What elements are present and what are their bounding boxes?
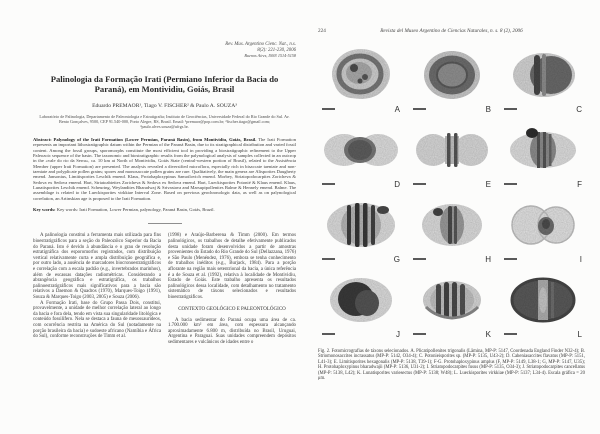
specimen-A [318, 48, 404, 114]
specimen-letter: D [394, 179, 400, 189]
figure-caption: Fig. 2. Fotomicrografias de táxons selecionados. A. Plicatipollenites trigonalis (Lâmina, MP-P: 5147, Coordenada England Finder N32-4); B. Striomonosaccites incrassatus (MP-P: 5142, O34-4); C. Potonieisporites sp. (MP-P: 5135, U43-2); D. Caheniasaccites flavatus (MP-P: 5151, L41-3); E. Limitisporites hexagonalis (MP-P: 5138, T39-1); F-G. Protohaploxypinus amplus (F, MP-P: 5149, L38-1; G, MP-P: 5147, U35); H. Protohaploxypinus bharadwajii (MP-P: 5136, U31-2); I. Striatopodocarpites fusus (MP-P: 5135, O34-3); J. Striatopodocarpites cancellatus (MP-P: 5138, L42); K. Lunatisporites variesectus (MP-P: 5138; W48); L. Lueckisporites virkkiae (MP-P: 5137; L34-4). Escala gráfica = 20 μm. [318, 349, 585, 382]
specimen-C [500, 48, 586, 114]
specimen-letter: A [394, 104, 400, 114]
figure-footer [318, 329, 404, 339]
scale-bar [413, 183, 426, 185]
abstract-heading: Abstract: Palynology of the Irati Formation (Lower Permian, Paraná Basin), from Montividiu, Goiás, Brasil. [33, 136, 257, 142]
scale-bar [322, 108, 335, 110]
specimen-letter: J [396, 329, 400, 339]
running-title: Revista del Museo Argentino de Ciencias Naturales, n. s. 8 (2), 2006 [380, 28, 523, 34]
specimen-letter: C [576, 104, 582, 114]
journal-ref-issn: Buenos Aires, ISSN 1514-5158 [244, 53, 296, 59]
scale-bar [322, 333, 335, 335]
photomicrograph-image [501, 273, 585, 329]
abstract-body: The Irati Formation represents an important lithostratigraphic datum within the Permian of the Paraná Basin, due to its stratigraphical distribution and varied fossil content. Among the fossil groups, sporomorphs constitute the most efficient tool in providing a biostratigraphic refinement to the Upper Paleozoic sequence of the basin. The taxonomic and biostratigraphic results from the palynological analysis of samples collected in an outcrop in the «vale do rio da Serra», ca. 10 km at North of Montividiu, Goiás State (central-western portion of Brasil), related to the Assistência Member (upper Irati Formation) are presented. The analysis revealed a diversified microflora, especially rich in bisaccate taeniate and non-taeniate and polyplicate pollen grains; spores and monosaccate pollen grains are rare. Qualitatively, the main genera are Alisporites Daugherty emend. Jansonius, Limitisporites Leschik emend. Klaus, Protohaploxypinus Samoilovich emend. Morbey, Striatopodocarpites Zoricheva & Sedova ex Sedova emend. Hart, Striatoabieites Zoricheva & Sedova ex Sedova emend. Hart, Lueckisporites Potonié & Klaus emend. Klaus, Lunatisporites Leschik emend. Scheuring, Weylandites Bharadwaj & Srivastava and Marsupipollenites Balme & Hennely emend. Balme. The assemblage is related to the Lueckisporites virkkiae Interval Zone. Based on previous geochronologic data, as well as on palynological correlation, an Artinskian age is proposed to the Irati Formation. [33, 136, 296, 201]
keywords-line [33, 207, 296, 212]
figure-footer [409, 329, 495, 339]
journal-ref-line1: Rev. Mus. Argentino Cienc. Nat., n.s. [225, 42, 296, 47]
figure-footer [409, 254, 495, 264]
body-column-right [168, 233, 296, 345]
page-right [300, 0, 600, 434]
photomicrograph-image [410, 273, 494, 329]
body-columns [33, 233, 296, 345]
body-paragraph: A bacia sedimentar do Paraná ocupa uma área de ca. 1.700.000 km² em área, com espessura alcançando aproximadamente 6.800 m, distribuída no Brasil, Uruguai, Argentina e Paraguai. Suas unidades compreendem depósitos sedimentares e vulcânicos de idades entre o [168, 317, 296, 345]
specimen-letter: G [393, 254, 400, 264]
photomicrograph-image [501, 123, 585, 179]
specimen-J [318, 273, 404, 339]
scale-bar [413, 333, 426, 335]
specimen-H [409, 198, 495, 264]
section-divider-rule [148, 223, 182, 224]
specimen-letter: E [485, 179, 491, 189]
specimen-D [318, 123, 404, 189]
figure-footer [500, 329, 586, 339]
article-title: Palinologia da Formação Irati (Permiano Inferior da Bacia do Paraná), em Montividiu, Goiás, Brasil [50, 74, 279, 94]
specimen-E [409, 123, 495, 189]
body-column-left [33, 233, 161, 345]
section-heading: CONTEXTO GEOLÓGICO E PALEONTOLÓGICO [178, 306, 286, 312]
specimen-K [409, 273, 495, 339]
journal-reference-block [33, 42, 296, 59]
specimen-letter: L [577, 329, 582, 339]
photomicrograph-image [501, 198, 585, 254]
body-paragraph: A palinologia constitui a ferramenta mais utilizada para fins bioestratigráficos para a seção do Paleozóico Superior da Bacia do Paraná. Isto é devido à abundância e o grau de resolução estratigráfica dos esporomorfos registrados, com distribuição vertical relativamente curta e ampla distribuição geográfica e, por outro lado, a ausência de marcadores biocronoestratigráficos e correlação com a escala padrão (e.g., invertebrados marinhos), além de escassas datações radiométricas. Considerando a abrangência geográfica e estratigráfica, os trabalhos palinoestratigráficos mais significativos para a bacia são relativos a Daemon & Quadros (1970), Marques-Toigo (1991), Souza & Marques-Toigo (2003, 2005) e Souza (2006). [33, 233, 161, 300]
photomicrograph-image [410, 123, 494, 179]
scale-bar [413, 258, 426, 260]
specimen-letter: B [485, 104, 491, 114]
affiliation-block: Laboratório de Palinologia, Departamento de Paleontologia e Estratigrafia; Instituto de Geociências, Universidade Federal do Rio Grande do Sul. Av. Bento Gonçalves, 9500, CEP 91.540-000, Porto Alegre, RS, Brasil. Email: ¹premaor@pop.com.br; ²fischer.tiago@gmail.com; ³paulo.alves.souza@ufrgs.br. [39, 113, 290, 129]
figure-footer [500, 179, 586, 189]
page-number: 224 [318, 28, 326, 34]
figure-footer [409, 179, 495, 189]
journal-ref-line2: 8(2): 221-230, 2006 [257, 47, 296, 53]
scale-bar [504, 333, 517, 335]
figure-footer [318, 179, 404, 189]
scale-bar [504, 183, 517, 185]
figure-footer [318, 104, 404, 114]
figure-footer [500, 254, 586, 264]
keywords-text: Key words: Irati Formation, Lower Permian, palynology, Paraná Basin, Goiás, Brazil. [56, 207, 215, 213]
specimen-B [409, 48, 495, 114]
specimen-G [318, 198, 404, 264]
specimen-L [500, 273, 586, 339]
specimen-letter: K [485, 329, 491, 339]
photomicrograph-image [501, 48, 585, 104]
specimen-letter: H [485, 254, 491, 264]
scale-bar [504, 258, 517, 260]
body-paragraph: A Formação Irati, base do Grupo Passa Dois, constitui, provavelmente, a unidade de melhor correlação lateral ao longo da bacia e fora dela, tendo em vista sua singularidade litológica e conteúdo fossilífero. Nela se destaca a fauna de mesossaurídeos, com ocorrência restrita na América do Sul (notadamente na porção brasileira da bacia) e sudoeste africano (Namíbia e África do Sul), conforme reconstruções de Timm et al. [33, 300, 161, 340]
photomicrograph-image [319, 198, 403, 254]
photomicrograph-image [410, 48, 494, 104]
scale-bar [504, 108, 517, 110]
figure-plate-grid [318, 48, 584, 339]
photomicrograph-image [410, 198, 494, 254]
specimen-I [500, 198, 586, 264]
figure-footer [318, 254, 404, 264]
photomicrograph-image [319, 123, 403, 179]
keywords-label: Key words: [33, 207, 56, 213]
figure-footer [500, 104, 586, 114]
specimen-F [500, 123, 586, 189]
authors-line: Eduardo PREMAOR¹, Tiago V. FISCHER² & Paulo A. SOUZA³ [92, 102, 237, 109]
body-paragraph: (1998) e Araújo-Barberena & Timm (2000). Em termos palinológicos, os trabalhos de detalhe efetivamente publicados desta unidade foram desenvolvidos a partir de amostras provenientes do Estado do Rio Grande do Sul (Dellazzana, 1976) e São Paulo (Menéndez, 1976), embora se tenha conhecimento de trabalhos inéditos (e.g., Burjack, 1984). Para a porção aflorante na região mais setentrional da bacia, a única referência é a de Souza et al. (1992), relativa à localidade de Montividiu, Estado de Goiás. Este trabalho apresenta os resultados palinológicos dessa localidade, com detalhamento no tratamento sistemático de táxons selecionados e resultados bioestratigráficos. [168, 233, 296, 300]
abstract-paragraph [33, 137, 296, 201]
figure-footer [409, 104, 495, 114]
specimen-letter: I [579, 254, 582, 264]
scale-bar [322, 258, 335, 260]
specimen-letter: F [577, 179, 582, 189]
scale-bar [413, 108, 426, 110]
running-header [318, 28, 585, 36]
scale-bar [322, 183, 335, 185]
photomicrograph-image [319, 48, 403, 104]
photomicrograph-image [319, 273, 403, 329]
